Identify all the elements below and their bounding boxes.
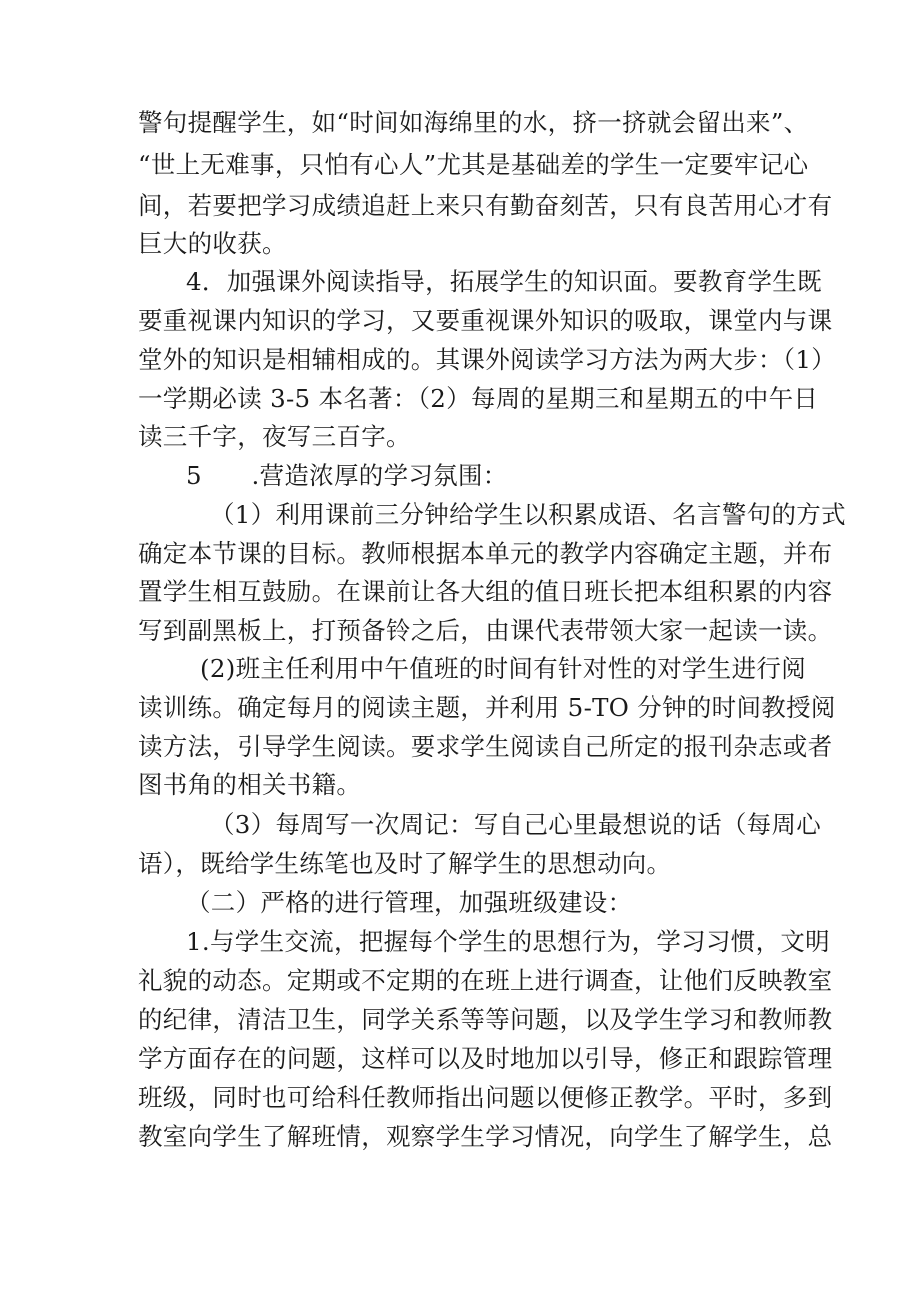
text-line: (2)班主任利用中午值班的时间有针对性的对学生进行阅 <box>200 654 807 683</box>
text-line: 堂外的知识是相辅相成的。其课外阅读学习方法为两大步：（1） <box>138 345 837 374</box>
text-line: 读三千字，夜写三百字。 <box>138 422 411 451</box>
text-line: （3）每周写一次周记：写自己心里最想说的话（每周心 <box>210 810 822 839</box>
text-line: 读方法，引导学生阅读。要求学生阅读自己所定的报刊杂志或者 <box>138 732 833 761</box>
text-line: （1）利用课前三分钟给学生以积累成语、名言警句的方式 <box>210 500 846 529</box>
text-line: 礼貌的动态。定期或不定期的在班上进行调查，让他们反映教室 <box>138 966 833 995</box>
text-line: 巨大的收获。 <box>138 229 287 258</box>
text-line: 学方面存在的问题，这样可以及时地加以引导，修正和跟踪管理 <box>138 1044 833 1073</box>
text-line: 4．加强课外阅读指导，拓展学生的知识面。要教育学生既 <box>186 267 822 296</box>
text-line: 图书角的相关书籍。 <box>138 770 362 799</box>
text-line: “世上无难事，只怕有心人”尤其是基础差的学生一定要牢记心 <box>138 150 809 179</box>
text-line: 的纪律，清洁卫生，同学关系等等问题，以及学生学习和教师教 <box>138 1005 833 1034</box>
text-line: 要重视课内知识的学习，又要重视课外知识的吸取，课堂内与课 <box>138 306 833 335</box>
text-line: 警句提醒学生，如“时间如海绵里的水，挤一挤就会留出来”、 <box>138 108 809 137</box>
section-heading: （二）严格的进行管理，加强班级建设： <box>186 888 633 917</box>
text-line: 间，若要把学习成绩追赶上来只有勤奋刻苦，只有良苦用心才有 <box>138 191 833 220</box>
text-line: 班级，同时也可给科任教师指出问题以便修正教学。平时，多到 <box>138 1083 833 1112</box>
text-line: 写到副黑板上，打预备铃之后，由课代表带领大家一起读一读。 <box>138 616 833 645</box>
text-line: 5 .营造浓厚的学习氛围： <box>186 461 508 490</box>
text-line: 教室向学生了解班情，观察学生学习情况，向学生了解学生，总 <box>138 1122 833 1151</box>
text-line: 1.与学生交流，把握每个学生的思想行为，学习习惯，文明 <box>186 927 830 956</box>
text-line: 读训练。确定每月的阅读主题，并利用 5-TO 分钟的时间教授阅 <box>138 693 836 722</box>
text-line: 置学生相互鼓励。在课前让各大组的值日班长把本组积累的内容 <box>138 577 833 606</box>
text-line: 确定本节课的目标。教师根据本单元的教学内容确定主题，并布 <box>138 539 833 568</box>
text-line: 一学期必读 3-5 本名著：（2）每周的星期三和星期五的中午日 <box>138 384 819 413</box>
text-line: 语），既给学生练笔也及时了解学生的思想动向。 <box>138 849 672 878</box>
